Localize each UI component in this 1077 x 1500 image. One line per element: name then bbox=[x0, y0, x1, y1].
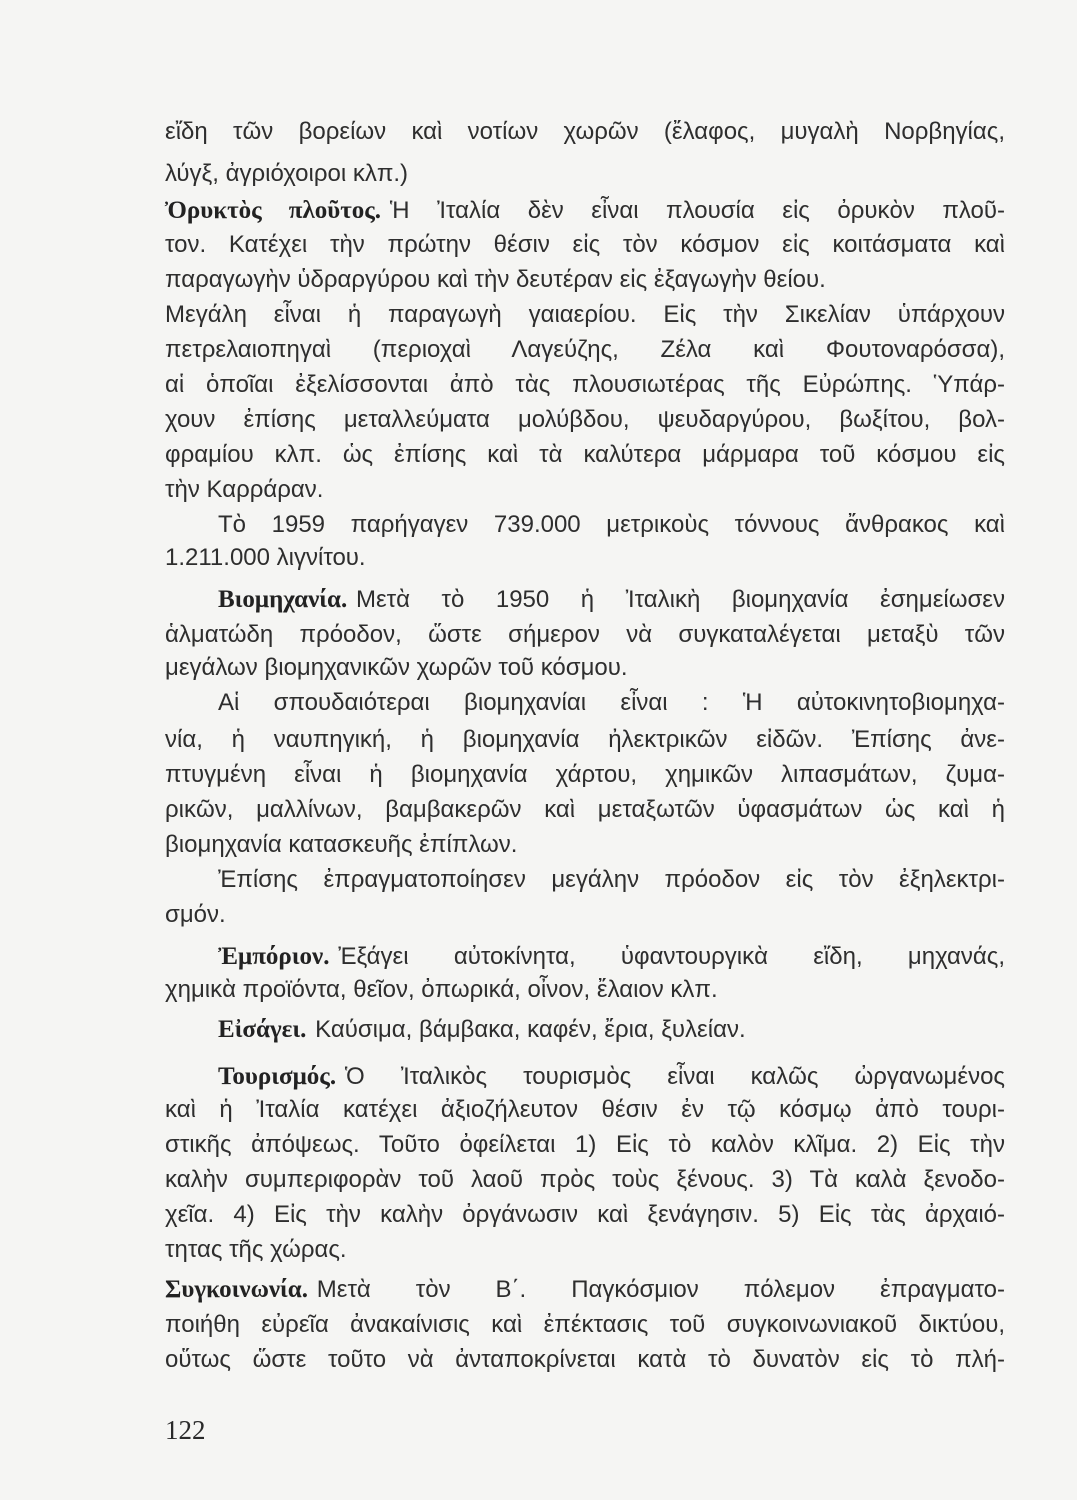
line-text: χημικὰ προϊόντα, θεῖον, ὀπωρικά, οἶνον, ἔλαιον κλπ. bbox=[165, 976, 718, 1003]
text-line bbox=[165, 263, 1005, 297]
line-text: φραμίου κλπ. ὡς ἐπίσης καὶ τὰ καλύτερα μάρμαρα τοῦ κόσμου εἰς bbox=[165, 441, 1005, 468]
line-text: ἁλματώδη πρόοδον, ὥστε σήμερον νὰ συγκαταλέγεται μεταξὺ τῶν bbox=[165, 621, 1005, 648]
line-text: οὕτως ὥστε τοῦτο νὰ ἀνταποκρίνεται κατὰ τὸ δυνατὸν εἰς τὸ πλή- bbox=[165, 1346, 1005, 1373]
text-line bbox=[165, 157, 1005, 191]
line-text: τὴν Καρράραν. bbox=[165, 476, 324, 503]
text-line bbox=[165, 973, 1005, 1007]
text-line bbox=[165, 1163, 1005, 1197]
line-text: Μεγάλη εἶναι ἡ παραγωγὴ γαιαερίου. Εἰς τὴν Σικελίαν ὑπάρχουν bbox=[165, 301, 1005, 328]
text-line bbox=[165, 1233, 1005, 1267]
line-text: αἱ ὁποῖαι ἐξελίσσονται ἀπὸ τὰς πλουσιωτέρας τῆς Εὐρώπης. Ὑπάρ- bbox=[165, 371, 1005, 398]
line-text: πτυγμένη εἶναι ἡ βιομηχανία χάρτου, χημικῶν λιπασμάτων, ζυμα- bbox=[165, 761, 1005, 788]
line-text: Μετὰ τὸ 1950 ἡ Ἰταλικὴ βιομηχανία ἐσημείωσεν bbox=[355, 586, 1005, 613]
line-text: χεῖα. 4) Εἰς τὴν καλὴν ὀργάνωσιν καὶ ξενάγησιν. 5) Εἰς τὰς ἀρχαιό- bbox=[165, 1201, 1005, 1228]
line-text: ποιήθη εὐρεῖα ἀνακαίνισις καὶ ἐπέκτασις τοῦ συγκοινωνιακοῦ δικτύου, bbox=[165, 1311, 1005, 1338]
text-line bbox=[165, 1093, 1005, 1127]
text-line bbox=[218, 1013, 1005, 1047]
text-line bbox=[218, 583, 1005, 617]
section-heading: Ἐμπόριον. bbox=[218, 943, 330, 970]
section-heading: Τουρισμός. bbox=[218, 1063, 337, 1090]
line-text: Μετὰ τὸν Β΄. Παγκόσμιον πόλεμον ἐπραγματο- bbox=[316, 1276, 1005, 1303]
line-text: παραγωγὴν ὑδραργύρου καὶ τὴν δευτέραν εἰς ἐξαγωγὴν θείου. bbox=[165, 266, 826, 293]
line-text: Ἡ Ἰταλία δὲν εἶναι πλουσία εἰς ὀρυκὸν πλοῦ- bbox=[389, 197, 1005, 224]
text-line bbox=[165, 793, 1005, 827]
line-text: λύγξ, ἀγριόχοιροι κλπ.) bbox=[165, 160, 409, 187]
line-text: νία, ἡ ναυπηγική, ἡ βιομηχανία ἠλεκτρικῶν εἰδῶν. Ἐπίσης ἀνε- bbox=[165, 726, 1005, 753]
text-line bbox=[165, 473, 1005, 507]
text-line bbox=[165, 618, 1005, 652]
line-text: Ἐξάγει αὐτοκίνητα, ὑφαντουργικὰ εἴδη, μηχανάς, bbox=[338, 943, 1005, 970]
text-line bbox=[218, 863, 1005, 897]
text-line bbox=[218, 940, 1005, 974]
text-line bbox=[165, 115, 1005, 149]
line-text: καὶ ἡ Ἰταλία κατέχει ἀξιοζήλευτον θέσιν ἐν τῷ κόσμῳ ἀπὸ τουρι- bbox=[165, 1096, 1005, 1123]
text-line bbox=[165, 1273, 1005, 1307]
text-line bbox=[165, 298, 1005, 332]
line-text: ρικῶν, μαλλίνων, βαμβακερῶν καὶ μεταξωτῶν ὑφασμάτων ὡς καὶ ἡ bbox=[165, 796, 1005, 823]
line-text: σμόν. bbox=[165, 901, 226, 928]
text-line bbox=[165, 438, 1005, 472]
text-line bbox=[218, 1060, 1005, 1094]
text-line bbox=[165, 1198, 1005, 1232]
line-text: Τὸ 1959 παρήγαγεν 739.000 μετρικοὺς τόννους ἄνθρακος καὶ bbox=[218, 511, 1005, 538]
text-line bbox=[165, 723, 1005, 757]
text-line bbox=[165, 1343, 1005, 1377]
text-line bbox=[165, 403, 1005, 437]
text-line bbox=[165, 541, 1005, 575]
line-text: μεγάλων βιομηχανικῶν χωρῶν τοῦ κόσμου. bbox=[165, 654, 628, 681]
text-line bbox=[165, 333, 1005, 367]
line-text: Αἱ σπουδαιότεραι βιομηχανίαι εἶναι : Ἡ αὐτοκινητοβιομηχα- bbox=[218, 689, 1005, 716]
line-text: Ὁ Ἰταλικὸς τουρισμὸς εἶναι καλῶς ὠργανωμένος bbox=[344, 1063, 1005, 1090]
text-line bbox=[165, 368, 1005, 402]
text-line bbox=[165, 898, 1005, 932]
text-line bbox=[165, 228, 1005, 262]
line-text: τον. Κατέχει τὴν πρώτην θέσιν εἰς τὸν κόσμον εἰς κοιτάσματα καὶ bbox=[165, 231, 1005, 258]
text-line bbox=[218, 686, 1005, 720]
text-line bbox=[165, 758, 1005, 792]
line-text: τητας τῆς χώρας. bbox=[165, 1236, 347, 1263]
section-heading: Βιομηχανία. bbox=[218, 586, 348, 613]
text-line bbox=[165, 651, 1005, 685]
line-text: Καύσιμα, βάμβακα, καφέν, ἔρια, ξυλείαν. bbox=[315, 1016, 746, 1043]
line-text: πετρελαιοπηγαὶ (περιοχαὶ Λαγεύζης, Ζέλα καὶ Φουτοναρόσσα), bbox=[165, 336, 1005, 363]
section-heading: Ὀρυκτὸς πλοῦτος. bbox=[165, 197, 382, 224]
line-text: καλὴν συμπεριφορὰν τοῦ λαοῦ πρὸς τοὺς ξένους. 3) Τὰ καλὰ ξενοδο- bbox=[165, 1166, 1005, 1193]
section-heading: Συγκοινωνία. bbox=[165, 1276, 308, 1303]
line-text: 1.211.000 λιγνίτου. bbox=[165, 544, 366, 571]
text-line bbox=[165, 1128, 1005, 1162]
text-line bbox=[165, 828, 1005, 862]
text-line bbox=[165, 194, 1005, 228]
text-line bbox=[218, 508, 1005, 542]
line-text: εἴδη τῶν βορείων καὶ νοτίων χωρῶν (ἔλαφος, μυγαλὴ Νορβηγίας, bbox=[165, 118, 1005, 145]
line-text: Ἐπίσης ἐπραγματοποίησεν μεγάλην πρόοδον εἰς τὸν ἐξηλεκτρι- bbox=[218, 866, 1005, 893]
line-text: βιομηχανία κατασκευῆς ἐπίπλων. bbox=[165, 831, 518, 858]
page-number: 122 bbox=[165, 1415, 206, 1445]
line-text: στικῆς ἀπόψεως. Τοῦτο ὀφείλεται 1) Εἰς τὸ καλὸν κλῖμα. 2) Εἰς τὴν bbox=[165, 1131, 1005, 1158]
text-line bbox=[165, 1308, 1005, 1342]
line-text: χουν ἐπίσης μεταλλεύματα μολύβδου, ψευδαργύρου, βωξίτου, βολ- bbox=[165, 406, 1005, 433]
section-heading: Εἰσάγει. bbox=[218, 1016, 307, 1043]
